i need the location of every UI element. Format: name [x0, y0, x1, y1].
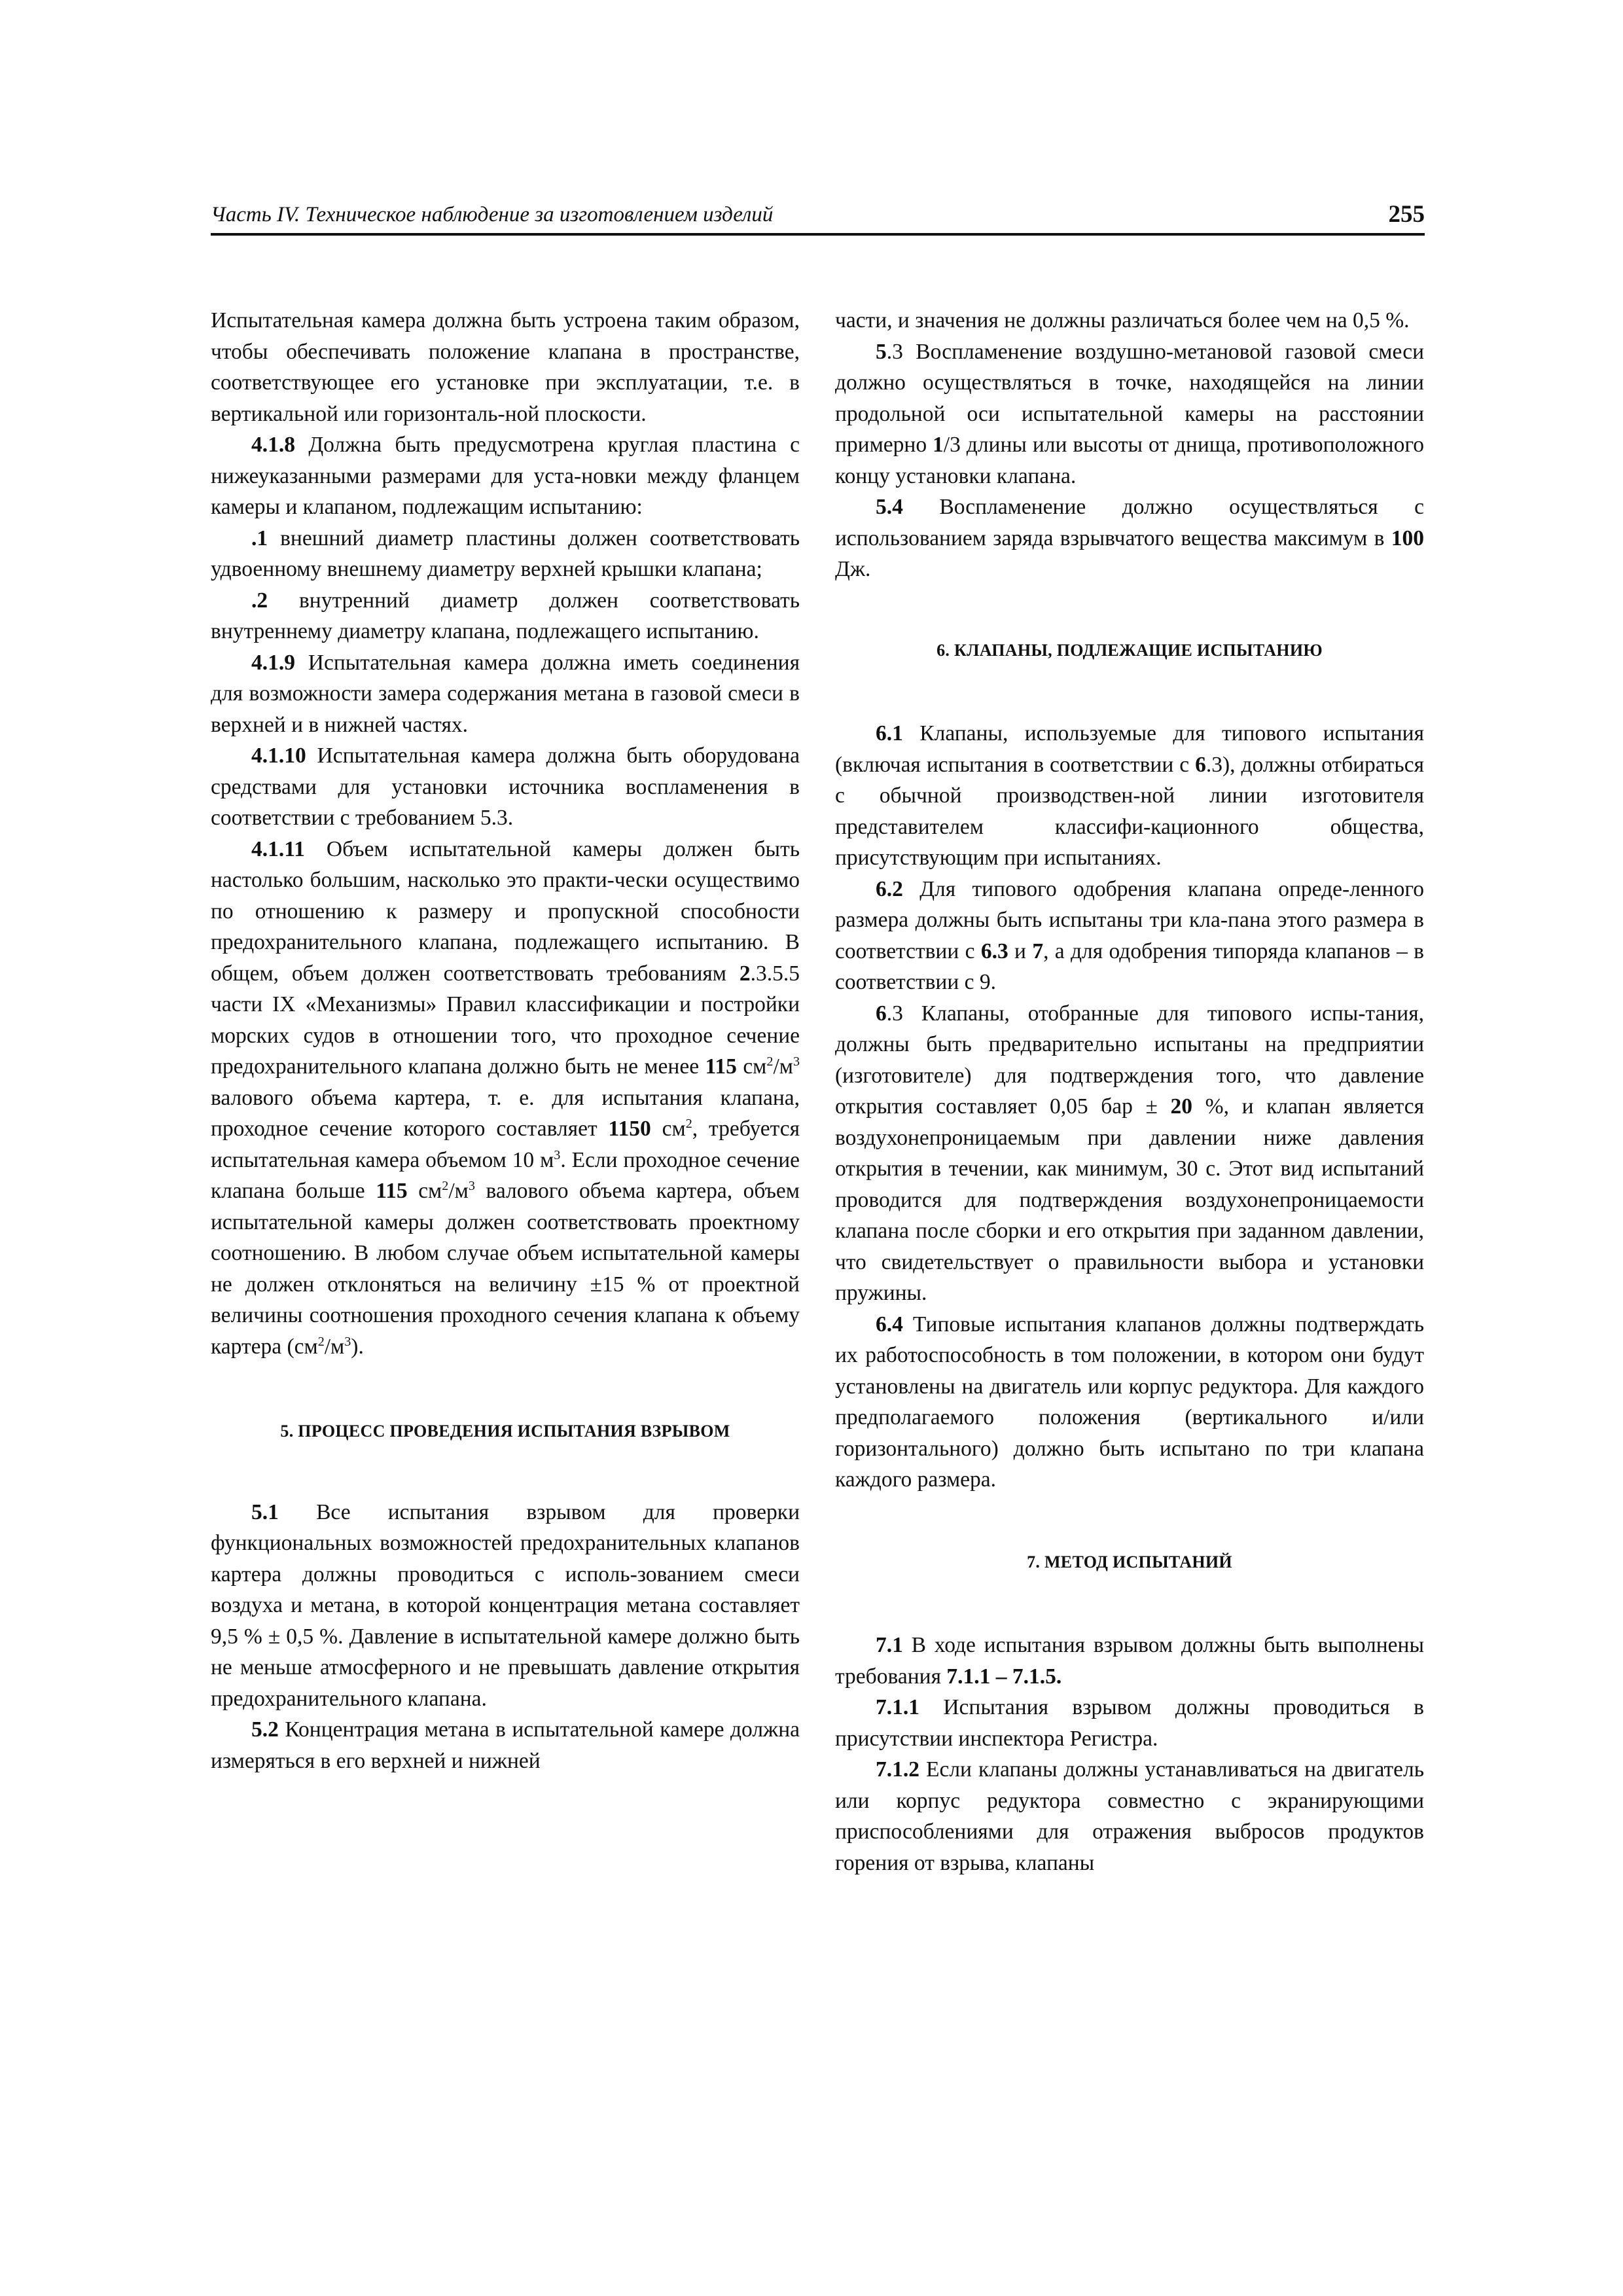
clause-number: 7.1	[876, 1633, 903, 1657]
clause-number: 5.4	[876, 495, 903, 519]
paragraph-4-1-8	[211, 429, 800, 523]
clause-number: 6.1	[876, 721, 903, 745]
reference: 6	[1195, 752, 1206, 777]
unit: /м	[448, 1179, 469, 1203]
paragraph-5-1	[211, 1497, 800, 1715]
paragraph-text: В ходе испытания взрывом должны быть выполнены требования	[835, 1633, 1424, 1689]
superscript: 2	[685, 1116, 692, 1131]
paragraph-text: , требуется испытательная камера объемом 10 м	[211, 1117, 800, 1172]
clause-number: 4.1.8	[251, 433, 295, 457]
clause-number: 5.2	[251, 1717, 279, 1742]
paragraph-text: Испытательная камера должна быть оборудована средствами для установки источника воспламенения в соответствии с требованием 5.3.	[211, 744, 800, 830]
paragraph-5-4	[835, 492, 1424, 585]
paragraph-text: Концентрация метана в испытательной камере должна измеряться в его верхней и нижней	[211, 1717, 800, 1773]
clause-number: 6	[876, 1001, 887, 1026]
paragraph-5-2	[211, 1714, 800, 1776]
value: 115	[376, 1179, 408, 1203]
clause-number: 6.2	[876, 876, 903, 901]
clause-number: 4.1.9	[251, 650, 295, 675]
paragraph-text: .3 Клапаны, отобранные для типового испы-тания, должны быть предварительно испытаны на предприятии (изготовителе) для подтверждения того, что давление открытия составляет 0,05 бар ±	[835, 1001, 1424, 1119]
value: 100	[1391, 526, 1424, 550]
left-column	[211, 305, 800, 1776]
paragraph-text: Дж.	[835, 557, 871, 581]
paragraph-4-1-11	[211, 834, 800, 1363]
superscript: 2	[317, 1334, 325, 1349]
clause-number: 7.1.2	[876, 1757, 919, 1782]
paragraph-text: Воспламенение должно осуществляться с использованием заряда взрывчатого вещества максимум в	[835, 495, 1424, 550]
item-number: .1	[251, 526, 268, 550]
section-heading-7: 7. МЕТОД ИСПЫТАНИЙ	[1027, 1552, 1232, 1571]
paragraph-text: %, и клапан является воздухонепроницаемым при давлении ниже давления открытия в течении, как минимум, 30 с. Этот вид испытаний проводится для подтверждения воздухонепроницаемости клапана после сборки и его открытия при заданном давлении, что свидетельствует о правильности выбора и установки пружины.	[835, 1094, 1424, 1305]
unit: см	[736, 1054, 767, 1079]
paragraph-text: и	[1008, 939, 1033, 963]
paragraph-text: Если клапаны должны устанавливаться на двигатель или корпус редуктора совместно с экранирующими приспособлениями для отражения выбросов продуктов горения от взрыва, клапаны	[835, 1757, 1424, 1875]
paragraph-text: Испытания взрывом должны проводиться в присутствии инспектора Регистра.	[835, 1695, 1424, 1751]
value: 115	[705, 1054, 737, 1079]
paragraph-text: внешний диаметр пластины должен соответствовать удвоенному внешнему диаметру верхней крышки клапана;	[211, 526, 800, 581]
paragraph-text: ).	[351, 1334, 364, 1359]
reference: 2	[739, 961, 751, 986]
paragraph-text: Испытательная камера должна иметь соединения для возможности замера содержания метана в газовой смеси в верхней и в нижней частях.	[211, 650, 800, 737]
paragraph-text: Для типового одобрения клапана опреде-ленного размера должны быть испытаны три кла-пана этого размера в соответствии с	[835, 876, 1424, 963]
section-heading-5: 5. ПРОЦЕСС ПРОВЕДЕНИЯ ИСПЫТАНИЯ ВЗРЫВОМ	[280, 1422, 730, 1441]
unit: см	[407, 1179, 442, 1203]
clause-number: 7.1.1	[876, 1695, 919, 1719]
paragraph-text: валового объема картера, т. е. для испытания клапана, проходное сечение которого составляет	[211, 1085, 800, 1141]
paragraph-7-1-1	[835, 1692, 1424, 1754]
paragraph-text: /3 длины или высоты от днища, противоположного концу установки клапана.	[835, 433, 1424, 488]
paragraph-7-1	[835, 1630, 1424, 1692]
superscript: 3	[468, 1178, 475, 1193]
unit: /м	[773, 1054, 793, 1079]
clause-number: 6.4	[876, 1312, 903, 1336]
section-heading-6: 6. КЛАПАНЫ, ПОДЛЕЖАЩИЕ ИСПЫТАНИЮ	[936, 640, 1323, 660]
paragraph-7-1-2	[835, 1754, 1424, 1878]
paragraph-6-4	[835, 1309, 1424, 1496]
superscript: 3	[344, 1334, 351, 1349]
paragraph-4-1-10	[211, 740, 800, 834]
value: 1150	[608, 1117, 651, 1141]
reference: 7	[1032, 939, 1044, 963]
unit: см	[651, 1117, 686, 1141]
paragraph-text: валового объема картера, объем испытательной камеры должен соответствовать проектному соотношению. В любом случае объем испытательной камеры не должен отклоняться на величину ±15 % от проектной величины соотношения проходного сечения клапана к объему картера (см	[211, 1179, 800, 1359]
paragraph-text: части, и значения не должны различаться более чем на 0,5 %.	[835, 308, 1410, 332]
paragraph-4-1-9	[211, 647, 800, 741]
value: 1	[933, 433, 944, 457]
value: 20	[1170, 1094, 1193, 1119]
list-item-2	[211, 585, 800, 647]
header-title: Часть IV. Техническое наблюдение за изготовлением изделий	[211, 203, 774, 226]
paragraph-5-3	[835, 336, 1424, 492]
item-number: .2	[251, 588, 268, 613]
paragraph-text: Объем испытательной камеры должен быть настолько большим, насколько это практи-чески осуществимо по отношению к размеру и пропускной способности предохранительного клапана, подлежащего испытанию. В общем, объем должен соответствовать требованиям	[211, 836, 800, 986]
clause-number: 4.1.10	[251, 744, 306, 768]
paragraph-text: Все испытания взрывом для проверки функциональных возможностей предохранительных клапанов картера должны проводиться с исполь-зованием смеси воздуха и метана, в которой концентрация метана составляет 9,5 % ± 0,5 %. Давление в испытательной камере должно быть не меньше атмосферного и не превышать давление открытия предохранительного клапана.	[211, 1499, 800, 1711]
paragraph	[835, 305, 1424, 336]
paragraph-text: /м	[324, 1334, 345, 1359]
reference: 6.3	[980, 939, 1008, 963]
paragraph-6-2	[835, 874, 1424, 998]
paragraph	[211, 305, 800, 429]
reference: 7.1.1 – 7.1.5.	[946, 1664, 1062, 1689]
superscript: 2	[442, 1178, 449, 1193]
clause-number: 4.1.11	[251, 836, 305, 861]
superscript: 3	[554, 1147, 561, 1162]
paragraph-text: . Если проходное сечение клапана больше	[211, 1147, 800, 1203]
paragraph-text: .3 Воспламенение воздушно-метановой газовой смеси должно осуществляться в точке, находящейся на линии продольной оси испытательной камеры на расстоянии примерно	[835, 339, 1424, 457]
running-header	[211, 200, 1425, 232]
right-column	[835, 305, 1424, 1878]
clause-number: 5	[876, 339, 887, 364]
paragraph-text: , а для одобрения типоряда клапанов – в соответствии с 9.	[835, 939, 1424, 994]
clause-number: 5.1	[251, 1499, 279, 1524]
paragraph-6-1	[835, 718, 1424, 874]
superscript: 3	[793, 1054, 800, 1069]
paragraph-text: Испытательная камера должна быть устроена таким образом, чтобы обеспечивать положение клапана в пространстве, соответствующее его установке при эксплуатации, т.е. в вертикальной или горизонталь-ной плоскости.	[211, 308, 800, 426]
header-rule	[211, 233, 1425, 236]
superscript: 2	[766, 1054, 774, 1069]
list-item-1	[211, 523, 800, 585]
paragraph-text: внутренний диаметр должен соответствовать внутреннему диаметру клапана, подлежащего испытанию.	[211, 588, 800, 643]
page-number: 255	[1388, 201, 1425, 228]
paragraph-6-3	[835, 998, 1424, 1309]
paragraph-text: Клапаны, используемые для типового испытания (включая испытания в соответствии с	[835, 721, 1424, 777]
paragraph-text: Должна быть предусмотрена круглая пластина с нижеуказанными размерами для уста-новки между фланцем камеры и клапаном, подлежащим испытанию:	[211, 433, 800, 519]
paragraph-text: .3.5.5 части IX «Механизмы» Правил классификации и постройки морских судов в отношении того, что проходное сечение предохранительного клапана должно быть не менее	[211, 961, 800, 1079]
paragraph-text: Типовые испытания клапанов должны подтверждать их работоспособность в том положении, в котором они будут установлены на двигатель или корпус редуктора. Для каждого предполагаемого положения (вертикального и/или горизонтального) должно быть испытано по три клапана каждого размера.	[835, 1312, 1424, 1492]
paragraph-text: .3), должны отбираться с обычной производствен-ной линии изготовителя представителем классифи-кационного общества, присутствующим при испытаниях.	[835, 752, 1424, 870]
